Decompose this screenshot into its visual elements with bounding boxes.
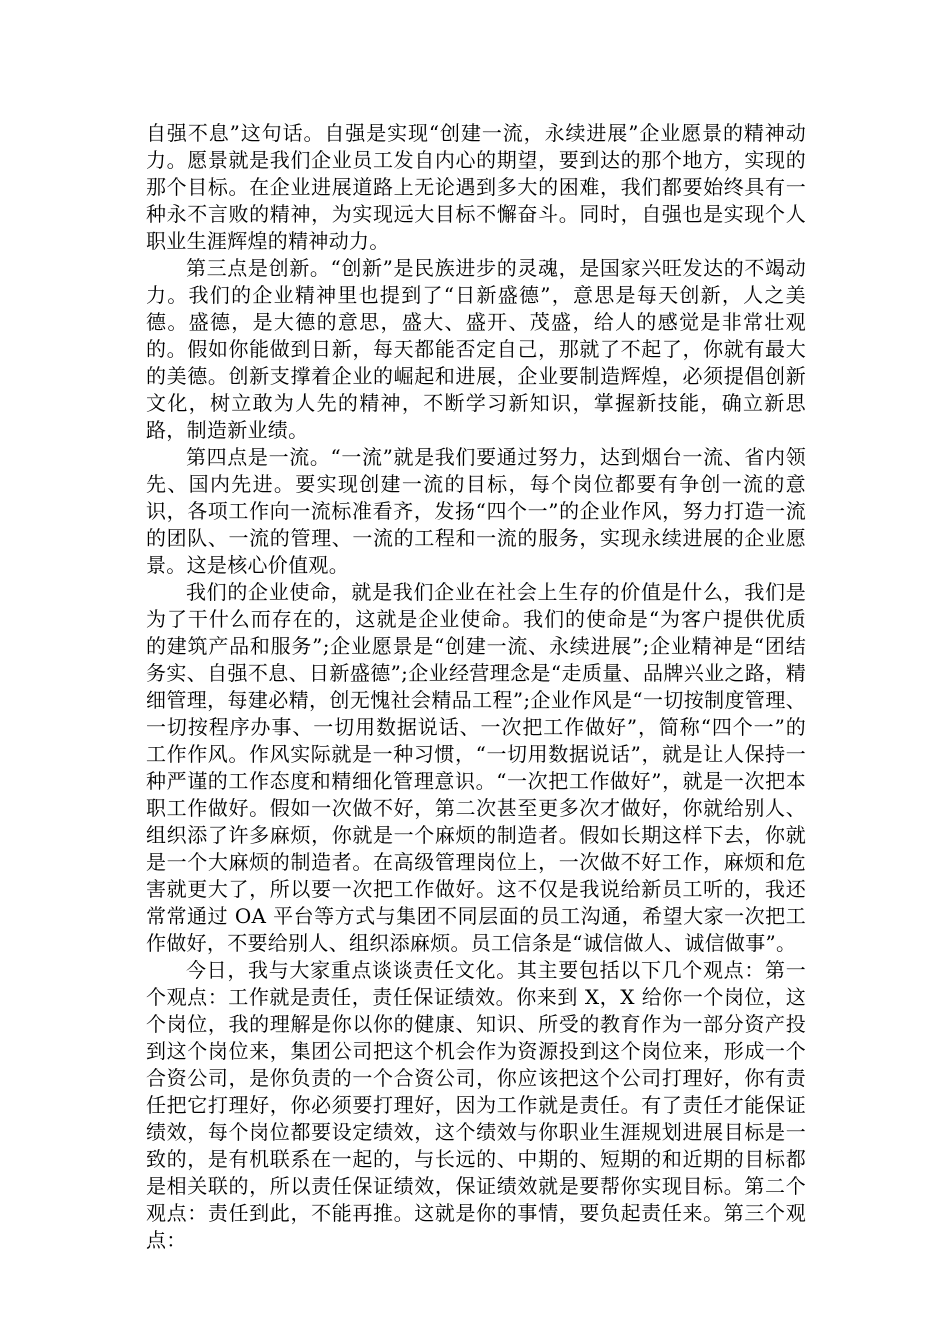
paragraph: 第四点是一流。“一流”就是我们要通过努力，达到烟台一流、省内领先、国内先进。要实现创建一流的目标，每个岗位都要有争创一流的意识，各项工作向一流标准看齐，发扬“四个一”的企业作风，努力打造一流的团队、一流的管理、一流的工程和一流的服务，实现永续进展的企业愿景。这是核心价值观。 (146, 445, 806, 577)
paragraph: 自强不息”这句话。自强是实现“创建一流，永续进展”企业愿景的精神动力。愿景就是我们企业员工发自内心的期望，要到达的那个地方，实现的那个目标。在企业进展道路上无论遇到多大的困难，我们都要始终具有一种永不言败的精神，为实现远大目标不懈奋斗。同时，自强也是实现个人职业生涯辉煌的精神动力。 (146, 121, 806, 253)
paragraph: 第三点是创新。“创新”是民族进步的灵魂，是国家兴旺发达的不竭动力。我们的企业精神里也提到了“日新盛德”，意思是每天创新，人之美德。盛德，是大德的意思，盛大、盛开、茂盛，给人的感觉是非常壮观的。假如你能做到日新，每天都能否定自己，那就了不起了，你就有最大的美德。创新支撑着企业的崛起和进展，企业要制造辉煌，必须提倡创新文化，树立敢为人先的精神，不断学习新知识，掌握新技能，确立新思路，制造新业绩。 (146, 256, 806, 442)
document-page (146, 120, 806, 1254)
paragraph: 我们的企业使命，就是我们企业在社会上生存的价值是什么，我们是为了干什么而存在的，这就是企业使命。我们的使命是“为客户提供优质的建筑产品和服务”;企业愿景是“创建一流、永续进展”;企业精神是“团结务实、自强不息、日新盛德”;企业经营理念是“走质量、品牌兴业之路，精细管理，每建必精，创无愧社会精品工程”;企业作风是“一切按制度管理、一切按程序办事、一切用数据说话、一次把工作做好”，简称“四个一”的工作作风。作风实际就是一种习惯，“一切用数据说话”，就是让人保持一种严谨的工作态度和精细化管理意识。“一次把工作做好”，就是一次把本职工作做好。假如一次做不好，第二次甚至更多次才做好，你就给别人、组织添了许多麻烦，你就是一个麻烦的制造者。假如长期这样下去，你就是一个大麻烦的制造者。在高级管理岗位上，一次做不好工作，麻烦和危害就更大了，所以要一次把工作做好。这不仅是我说给新员工听的，我还常常通过 OA 平台等方式与集团不同层面的员工沟通，希望大家一次把工作做好，不要给别人、组织添麻烦。员工信条是“诚信做人、诚信做事”。 (146, 580, 806, 955)
paragraph: 今日，我与大家重点谈谈责任文化。其主要包括以下几个观点：第一个观点：工作就是责任，责任保证绩效。你来到 X，X 给你一个岗位，这个岗位，我的理解是你以你的健康、知识、所受的教育作为一部分资产投到这个岗位来，集团公司把这个机会作为资源投到这个岗位来，形成一个合资公司，是你负责的一个合资公司，你应该把这个公司打理好，你有责任把它打理好，你必须要打理好，因为工作就是责任。有了责任才能保证绩效，每个岗位都要设定绩效，这个绩效与你职业生涯规划进展目标是一致的，是有机联系在一起的，与长远的、中期的、短期的和近期的目标都是相关联的，所以责任保证绩效，保证绩效就是要帮你实现目标。第二个观点：责任到此，不能再推。这就是你的事情，要负起责任来。第三个观点： (146, 958, 806, 1252)
